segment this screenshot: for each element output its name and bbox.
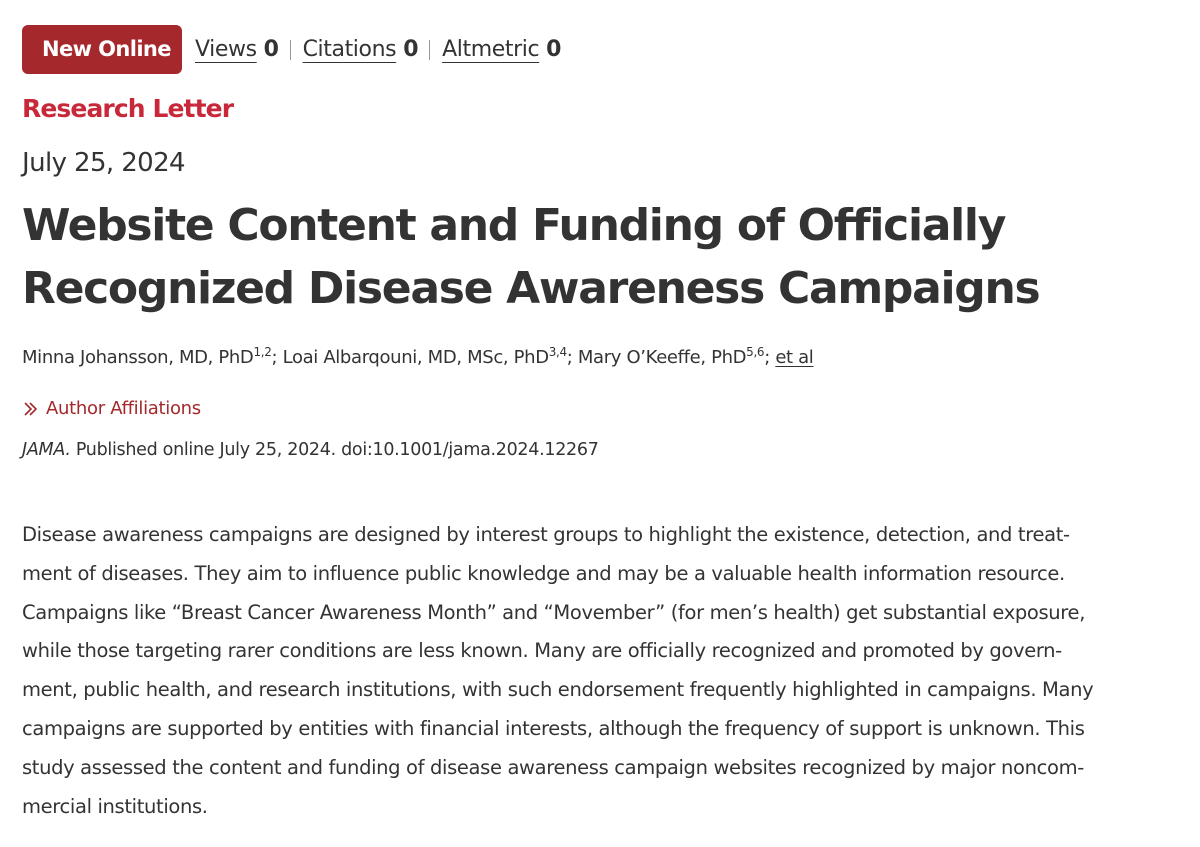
citation-line: [22, 440, 599, 460]
author-name[interactable]: Loai Albarqouni, MD, MSc, PhD: [282, 347, 549, 368]
publication-date: July 25, 2024: [22, 148, 186, 178]
author-affiliations-label[interactable]: Author Affiliations: [46, 398, 201, 419]
et-al-link[interactable]: et al: [775, 347, 814, 368]
affiliation-superscript: 5,6: [746, 345, 765, 359]
affiliation-superscript: 3,4: [548, 345, 567, 359]
article-title-line: Website Content and Funding of Officially: [22, 200, 1006, 251]
journal-name: JAMA.: [22, 440, 71, 460]
metric-divider: [290, 40, 291, 60]
author-name[interactable]: Mary O’Keeffe, PhD: [577, 347, 747, 368]
abstract-line: Disease awareness campaigns are designed by interest groups to highlight the existence, detection, and treat-: [22, 523, 1070, 546]
citations-count: 0: [403, 37, 419, 62]
metric-divider: [429, 40, 430, 60]
article-type: Research Letter: [22, 94, 234, 123]
chevron-right-icon: [22, 400, 40, 418]
altmetric-score: 0: [546, 37, 562, 62]
abstract-line: ment of diseases. They aim to influence public knowledge and may be a valuable health information resource.: [22, 561, 1065, 585]
abstract-line: Campaigns like “Breast Cancer Awareness Month” and “Movember” (for men’s health) get substantial exposure,: [22, 600, 1086, 624]
author-name[interactable]: Minna Johansson, MD, PhD: [22, 347, 254, 368]
citation-details: Published online July 25, 2024. doi:10.1001/jama.2024.12267: [75, 440, 599, 460]
new-online-badge: New Online: [22, 25, 182, 74]
abstract-line: study assessed the content and funding of disease awareness campaign websites recognized by major noncom-: [22, 755, 1084, 779]
author-list: Minna Johansson, MD, PhD$^{1,2}$; Loai Albarqouni, MD, MSc, PhD$^{3,4}$; Mary O’Keeffe, PhD$^{5,6}$; et al: [22, 345, 814, 368]
article-title-line: Recognized Disease Awareness Campaigns: [22, 263, 1040, 314]
views-link[interactable]: Views: [195, 37, 257, 62]
views-count: 0: [263, 37, 279, 62]
abstract-line: campaigns are supported by entities with financial interests, although the frequency of support is unknown. This: [22, 716, 1085, 740]
abstract-line: while those targeting rarer conditions are less known. Many are officially recognized and promoted by govern-: [22, 639, 1062, 663]
citations-link[interactable]: Citations: [302, 37, 397, 62]
abstract-line: mercial institutions.: [22, 794, 208, 818]
citations-metric[interactable]: [303, 37, 419, 62]
affiliation-superscript: 1,2: [253, 345, 272, 359]
altmetric-link[interactable]: Altmetric: [442, 37, 540, 62]
altmetric-metric[interactable]: [442, 37, 561, 62]
article-title: [22, 194, 1142, 320]
author-affiliations-toggle[interactable]: [22, 398, 201, 419]
views-metric[interactable]: [195, 37, 279, 62]
abstract-paragraph: [22, 516, 1187, 826]
abstract-line: ment, public health, and research institutions, with such endorsement frequently highlighted in campaigns. Many: [22, 678, 1094, 702]
metrics-bar: [22, 25, 561, 74]
